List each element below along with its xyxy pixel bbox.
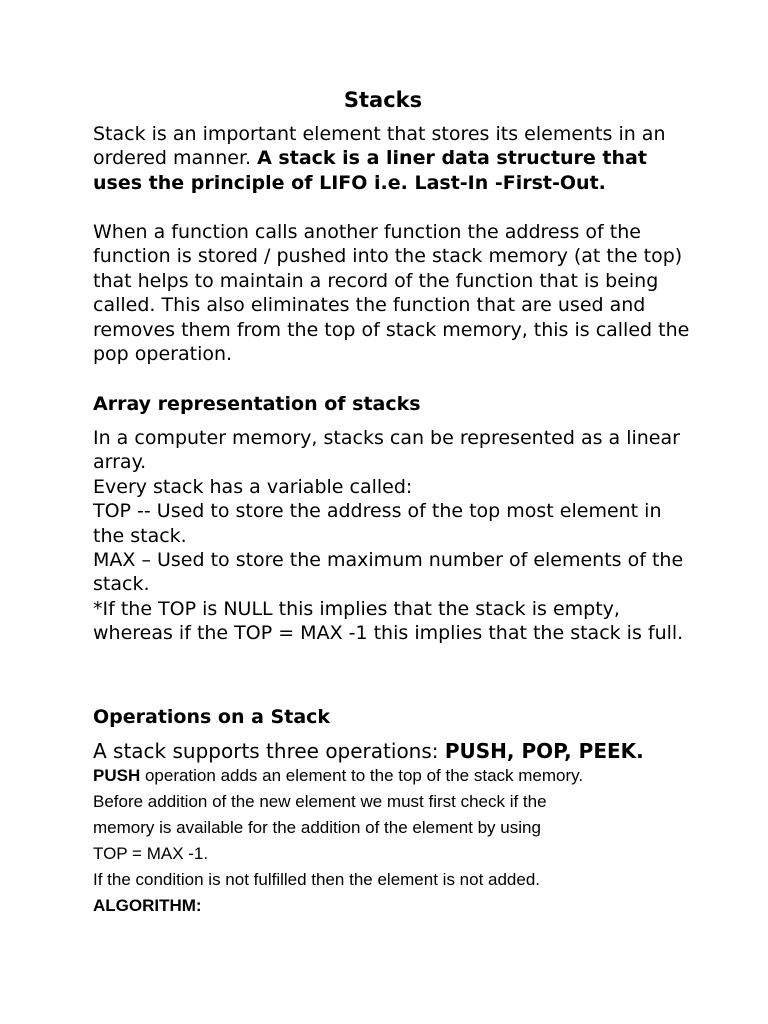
- push-line-3: memory is available for the addition of the element by using: [93, 818, 541, 837]
- array-line-linear: In a computer memory, stacks can be represented as a linear array.: [93, 427, 680, 474]
- push-line-5: If the condition is not fulfilled then the element is not added.: [93, 870, 541, 889]
- intro-bold-text: A stack is a liner data structure that uses the principle of LIFO i.e. Last-In -First-Out.: [93, 147, 647, 194]
- push-line-4: TOP = MAX -1.: [93, 844, 209, 863]
- array-line-max: MAX – Used to store the maximum number of elements of the stack.: [93, 549, 684, 596]
- intro-paragraph: [93, 122, 693, 195]
- algorithm-label: [93, 893, 693, 919]
- intro-text: Stack is an important element that stores its elements in an ordered manner.: [93, 123, 666, 170]
- array-line-null-note: *If the TOP is NULL this implies that the stack is empty, whereas if the TOP = MAX -1 this implies that the stack is full.: [93, 597, 684, 645]
- push-bold-label: PUSH: [93, 766, 141, 785]
- operations-supports-line: [93, 739, 693, 763]
- push-description: [93, 763, 693, 919]
- supports-text: A stack supports three operations:: [93, 739, 445, 763]
- push-text: operation adds an element to the top of the stack memory.: [140, 766, 584, 785]
- array-section-body: [93, 426, 693, 646]
- supports-bold-text: PUSH, POP, PEEK.: [444, 739, 644, 763]
- push-line-2: Before addition of the new element we must first check if the: [93, 792, 547, 811]
- operations-section-heading: Operations on a Stack: [93, 706, 331, 728]
- array-line-top: TOP -- Used to store the address of the top most element in the stack.: [93, 500, 662, 547]
- page-title: Stacks: [343, 88, 423, 112]
- push-line-1: [93, 763, 693, 789]
- array-line-variable: Every stack has a variable called:: [93, 475, 413, 498]
- algorithm-label-text: ALGORITHM:: [93, 896, 202, 915]
- function-call-paragraph: When a function calls another function the address of the function is stored / pushed into the stack memory (at the top) that helps to maintain a record of the function that is being called. This also eliminates the function that are used and removes them from the top of stack memory, this is called the pop operation.: [93, 221, 690, 366]
- array-section-heading: Array representation of stacks: [93, 393, 421, 415]
